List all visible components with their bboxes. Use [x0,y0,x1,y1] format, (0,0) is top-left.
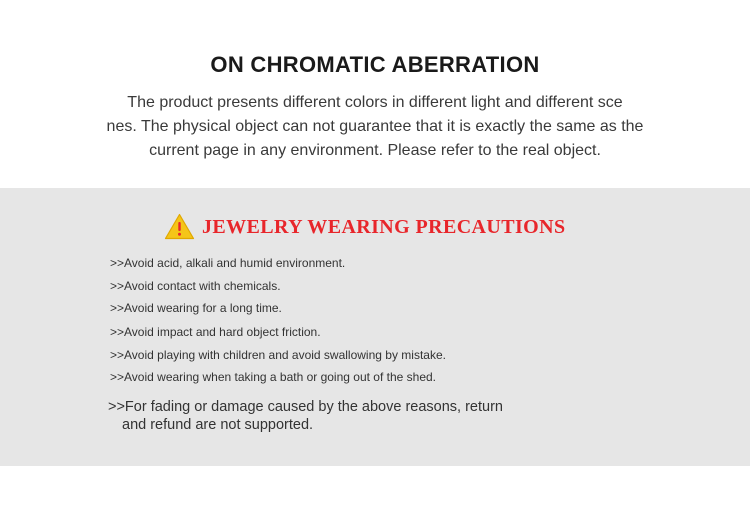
list-item: >>Avoid wearing when taking a bath or going out of the shed. [110,370,437,384]
list-item: >>Avoid playing with children and avoid swallowing by mistake. [110,348,446,362]
list-item: >>Avoid contact with chemicals. [110,279,281,293]
refund-note [108,398,503,434]
note-line: and refund are not supported. [122,417,314,433]
list-item: >>Avoid wearing for a long time. [110,301,282,315]
list-item: >>Avoid impact and hard object friction. [110,325,321,339]
precautions-title: JEWELRY WEARING PRECAUTIONS [202,216,566,238]
section-title: ON CHROMATIC ABERRATION [210,52,540,77]
section-description [70,91,680,163]
chromatic-aberration-section [0,0,750,188]
description-line: current page in any environment. Please refer to the real object. [149,142,601,159]
list-item: >>Avoid acid, alkali and humid environment. [110,256,346,270]
precautions-panel [0,188,750,466]
description-line: The product presents different colors in different light and different sce [127,94,623,111]
description-line: nes. The physical object can not guarantee that it is exactly the same as the [106,118,644,135]
warning-triangle-icon [164,213,195,240]
note-line: >>For fading or damage caused by the above reasons, return [108,399,503,415]
